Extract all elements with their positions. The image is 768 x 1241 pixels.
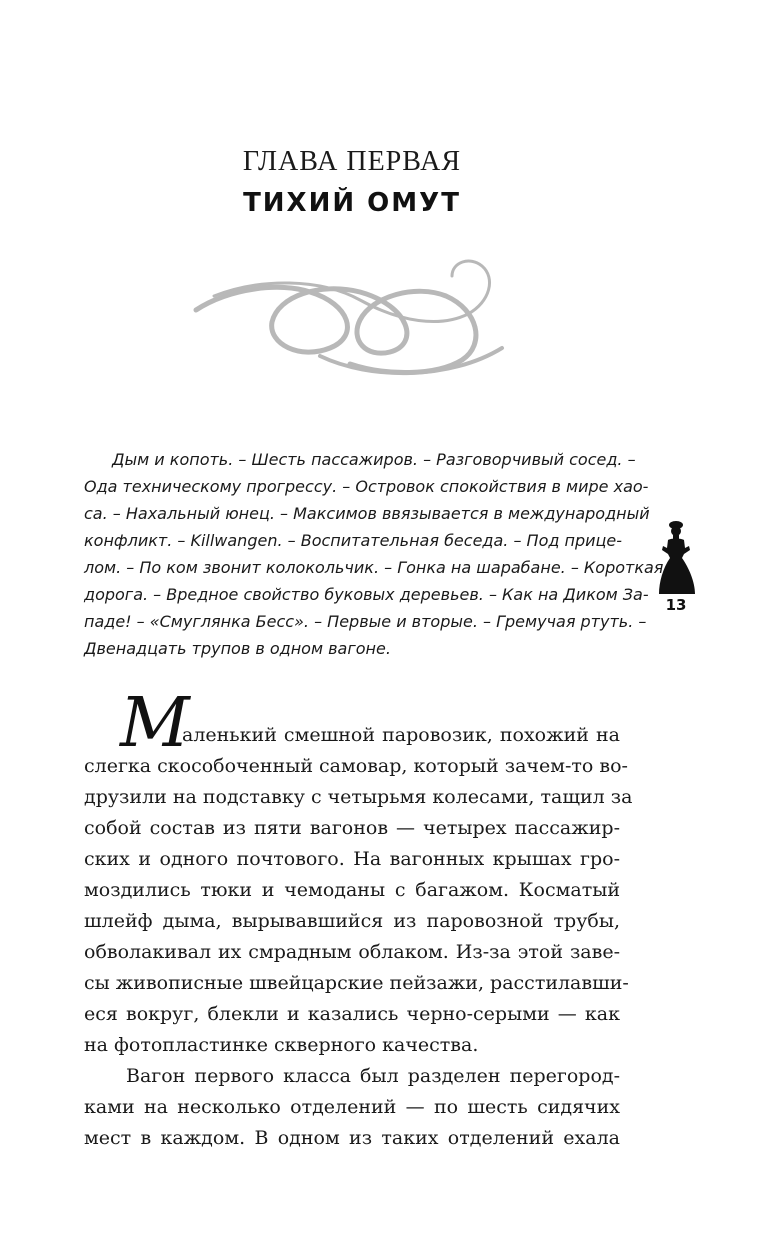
body-line: ских и одного почтового. На вагонных крышах гро-	[84, 848, 620, 870]
synopsis-line: са. – Нахальный юнец. – Максимов ввязывается в международный	[84, 504, 650, 523]
synopsis-line: Дым и копоть. – Шесть пассажиров. – Разговорчивый сосед. –	[112, 450, 636, 469]
page-number: 13	[665, 596, 687, 614]
body-line: моздились тюки и чемоданы с багажом. Косматый	[84, 879, 620, 901]
drop-cap-glyph: М	[120, 684, 190, 763]
synopsis-line: дорога. – Вредное свойство буковых деревьев. – Как на Диком За-	[84, 585, 649, 604]
chapter-label: ГЛАВА ПЕРВАЯ	[242, 146, 462, 177]
body-line: аленький смешной паровозик, похожий на	[182, 724, 620, 746]
synopsis-line: паде! – «Смуглянка Бесс». – Первые и вторые. – Гремучая ртуть. –	[84, 612, 647, 631]
body-line: собой состав из пяти вагонов — четырех пассажир-	[84, 817, 620, 839]
body-line: шлейф дыма, вырывавшийся из паровозной трубы,	[84, 910, 620, 932]
chapter-title: ТИХИЙ ОМУТ	[243, 188, 461, 218]
body-line: слегка скособоченный самовар, который зачем-то во-	[84, 755, 628, 777]
body-line: мест в каждом. В одном из таких отделений ехала	[84, 1127, 620, 1149]
body-line: Вагон первого класса был разделен перегород-	[126, 1065, 620, 1087]
synopsis-line: лом. – По ком звонит колокольчик. – Гонка на шарабане. – Короткая	[84, 558, 664, 577]
body-line: сы живописные швейцарские пейзажи, расстилавши-	[84, 972, 629, 994]
body-line: обволакивал их смрадным облаком. Из-за этой заве-	[84, 941, 620, 963]
body-line: ками на несколько отделений — по шесть сидячих	[84, 1096, 620, 1118]
synopsis-line: Двенадцать трупов в одном вагоне.	[84, 639, 391, 658]
synopsis-line: Ода техническому прогрессу. – Островок спокойствия в мире хао-	[84, 477, 649, 496]
chapter-synopsis	[84, 446, 664, 662]
body-text	[84, 720, 633, 1154]
flourish-ornament	[190, 248, 530, 388]
synopsis-line: конфликт. – Killwangen. – Воспитательная беседа. – Под прице-	[84, 531, 623, 550]
lady-silhouette-icon	[655, 518, 697, 594]
body-line: на фотопластинке скверного качества.	[84, 1034, 479, 1056]
body-line: еся вокруг, блекли и казались черно-серыми — как	[84, 1003, 620, 1025]
body-line: друзили на подставку с четырьмя колесами, тащил за	[84, 786, 633, 808]
